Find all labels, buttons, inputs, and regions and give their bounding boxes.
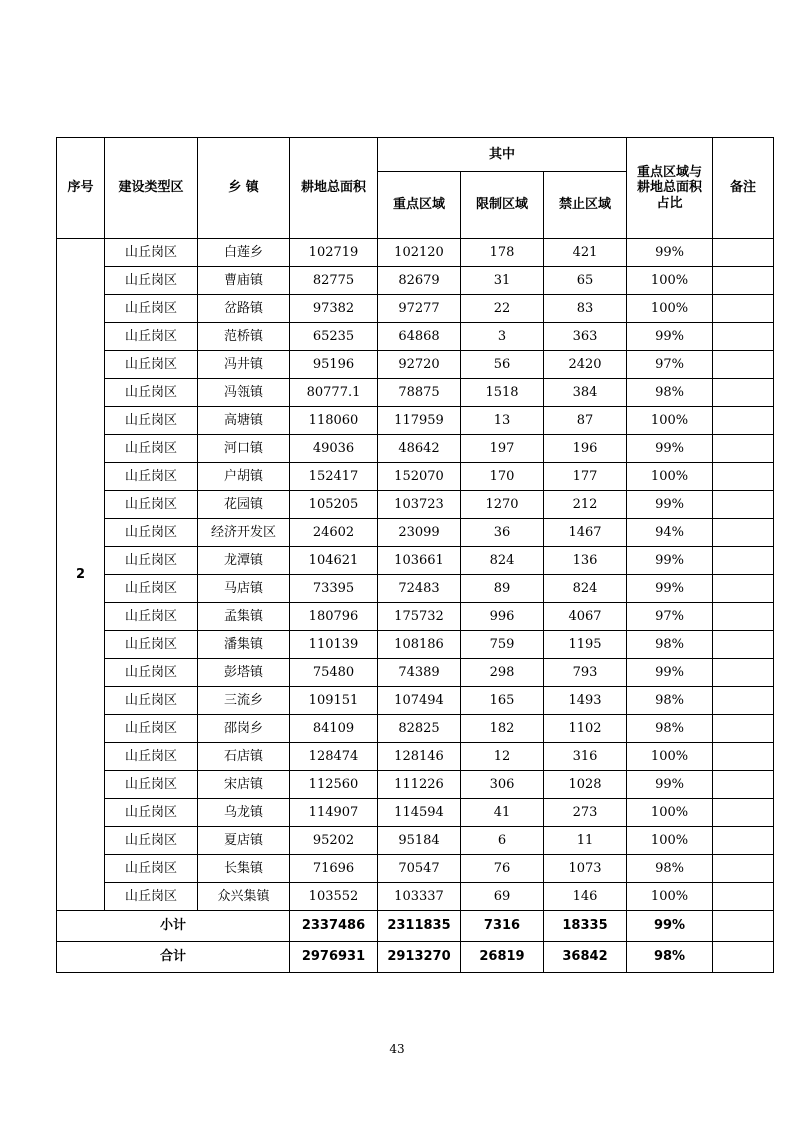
header-remark: 备注	[713, 138, 774, 239]
cell-town: 经济开发区	[198, 519, 290, 547]
table-row	[57, 295, 774, 323]
cell-total: 73395	[290, 575, 378, 603]
cell-type: 山丘岗区	[105, 547, 198, 575]
cell-total: 114907	[290, 799, 378, 827]
cell-key: 82825	[378, 715, 461, 743]
table-row	[57, 631, 774, 659]
table-row	[57, 659, 774, 687]
cell-limit: 306	[461, 771, 544, 799]
cell-total: 103552	[290, 883, 378, 911]
table-row	[57, 743, 774, 771]
cell-type: 山丘岗区	[105, 295, 198, 323]
cell-total: 97382	[290, 295, 378, 323]
cell-limit: 22	[461, 295, 544, 323]
cell-key: 64868	[378, 323, 461, 351]
table-row	[57, 827, 774, 855]
cell-key: 108186	[378, 631, 461, 659]
subtotal-ratio: 99%	[627, 911, 713, 942]
cell-ban: 146	[544, 883, 627, 911]
grand-total-key: 2913270	[378, 942, 461, 973]
cell-key: 152070	[378, 463, 461, 491]
cell-remark	[713, 771, 774, 799]
cell-total: 128474	[290, 743, 378, 771]
cell-limit: 69	[461, 883, 544, 911]
cell-limit: 36	[461, 519, 544, 547]
cell-type: 山丘岗区	[105, 239, 198, 267]
cell-ratio: 99%	[627, 435, 713, 463]
cell-ratio: 99%	[627, 491, 713, 519]
cell-total: 95196	[290, 351, 378, 379]
subtotal-remark	[713, 911, 774, 942]
cell-limit: 56	[461, 351, 544, 379]
header-among: 其中	[378, 138, 627, 172]
cell-ratio: 99%	[627, 239, 713, 267]
cell-limit: 1270	[461, 491, 544, 519]
cell-type: 山丘岗区	[105, 743, 198, 771]
cell-remark	[713, 323, 774, 351]
cell-key: 82679	[378, 267, 461, 295]
subtotal-limit: 7316	[461, 911, 544, 942]
table-row	[57, 351, 774, 379]
cell-town: 范桥镇	[198, 323, 290, 351]
cell-limit: 197	[461, 435, 544, 463]
table-row	[57, 715, 774, 743]
cell-ban: 1028	[544, 771, 627, 799]
cell-total: 152417	[290, 463, 378, 491]
cell-town: 冯井镇	[198, 351, 290, 379]
cell-town: 马店镇	[198, 575, 290, 603]
cell-ratio: 98%	[627, 379, 713, 407]
cell-key: 114594	[378, 799, 461, 827]
cell-total: 118060	[290, 407, 378, 435]
cell-limit: 31	[461, 267, 544, 295]
cell-type: 山丘岗区	[105, 715, 198, 743]
cell-type: 山丘岗区	[105, 491, 198, 519]
header-row-1	[57, 138, 774, 172]
cell-ratio: 100%	[627, 799, 713, 827]
cell-type: 山丘岗区	[105, 267, 198, 295]
cell-remark	[713, 547, 774, 575]
cell-ban: 1073	[544, 855, 627, 883]
cell-ban: 316	[544, 743, 627, 771]
cell-ratio: 100%	[627, 827, 713, 855]
cell-total: 102719	[290, 239, 378, 267]
cell-ban: 1195	[544, 631, 627, 659]
cell-ratio: 98%	[627, 855, 713, 883]
cell-ban: 824	[544, 575, 627, 603]
cell-type: 山丘岗区	[105, 603, 198, 631]
cell-ban: 363	[544, 323, 627, 351]
cell-town: 石店镇	[198, 743, 290, 771]
cell-key: 175732	[378, 603, 461, 631]
cell-remark	[713, 407, 774, 435]
table-body	[57, 239, 774, 911]
cell-key: 74389	[378, 659, 461, 687]
cell-key: 97277	[378, 295, 461, 323]
grand-total-row	[57, 942, 774, 973]
cell-key: 117959	[378, 407, 461, 435]
cell-limit: 170	[461, 463, 544, 491]
cell-limit: 165	[461, 687, 544, 715]
table-row	[57, 463, 774, 491]
cell-limit: 178	[461, 239, 544, 267]
cell-key: 103661	[378, 547, 461, 575]
table-row	[57, 603, 774, 631]
cell-limit: 3	[461, 323, 544, 351]
grand-total-ban: 36842	[544, 942, 627, 973]
header-type: 建设类型区	[105, 138, 198, 239]
header-ban: 禁止区域	[544, 172, 627, 239]
header-ratio: 重点区域与耕地总面积占比	[627, 138, 713, 239]
cell-total: 110139	[290, 631, 378, 659]
cell-type: 山丘岗区	[105, 463, 198, 491]
cell-key: 48642	[378, 435, 461, 463]
cell-ban: 1467	[544, 519, 627, 547]
header-key: 重点区域	[378, 172, 461, 239]
cell-remark	[713, 855, 774, 883]
cell-remark	[713, 631, 774, 659]
cell-limit: 76	[461, 855, 544, 883]
cell-key: 111226	[378, 771, 461, 799]
cell-ban: 1102	[544, 715, 627, 743]
cell-town: 白莲乡	[198, 239, 290, 267]
cell-key: 103723	[378, 491, 461, 519]
cell-town: 宋店镇	[198, 771, 290, 799]
cell-town: 岔路镇	[198, 295, 290, 323]
cell-total: 49036	[290, 435, 378, 463]
cell-total: 82775	[290, 267, 378, 295]
header-town: 乡 镇	[198, 138, 290, 239]
cell-ban: 136	[544, 547, 627, 575]
table-row	[57, 491, 774, 519]
cell-remark	[713, 883, 774, 911]
header-total: 耕地总面积	[290, 138, 378, 239]
cell-ban: 2420	[544, 351, 627, 379]
cell-limit: 759	[461, 631, 544, 659]
cell-total: 71696	[290, 855, 378, 883]
cell-remark	[713, 295, 774, 323]
cell-key: 72483	[378, 575, 461, 603]
cell-ratio: 99%	[627, 771, 713, 799]
cell-ban: 87	[544, 407, 627, 435]
cell-total: 112560	[290, 771, 378, 799]
cell-total: 105205	[290, 491, 378, 519]
cell-total: 84109	[290, 715, 378, 743]
cell-town: 高塘镇	[198, 407, 290, 435]
cell-total: 104621	[290, 547, 378, 575]
cell-total: 24602	[290, 519, 378, 547]
table-row	[57, 771, 774, 799]
cell-remark	[713, 743, 774, 771]
cell-limit: 996	[461, 603, 544, 631]
cell-limit: 6	[461, 827, 544, 855]
cell-key: 103337	[378, 883, 461, 911]
cell-limit: 1518	[461, 379, 544, 407]
cell-ratio: 98%	[627, 631, 713, 659]
cell-ban: 273	[544, 799, 627, 827]
cell-limit: 298	[461, 659, 544, 687]
cell-town: 冯瓴镇	[198, 379, 290, 407]
cell-town: 邵岗乡	[198, 715, 290, 743]
cell-limit: 12	[461, 743, 544, 771]
cell-town: 众兴集镇	[198, 883, 290, 911]
cell-remark	[713, 435, 774, 463]
cell-ratio: 100%	[627, 407, 713, 435]
cell-type: 山丘岗区	[105, 379, 198, 407]
cell-ban: 83	[544, 295, 627, 323]
grand-total-total: 2976931	[290, 942, 378, 973]
header-seq: 序号	[57, 138, 105, 239]
header-limit: 限制区域	[461, 172, 544, 239]
cell-town: 潘集镇	[198, 631, 290, 659]
cell-ban: 65	[544, 267, 627, 295]
cell-ratio: 97%	[627, 603, 713, 631]
cell-type: 山丘岗区	[105, 631, 198, 659]
cell-total: 95202	[290, 827, 378, 855]
cell-town: 河口镇	[198, 435, 290, 463]
cell-type: 山丘岗区	[105, 519, 198, 547]
cell-ban: 177	[544, 463, 627, 491]
table-row	[57, 239, 774, 267]
cell-key: 107494	[378, 687, 461, 715]
cell-town: 龙潭镇	[198, 547, 290, 575]
grand-total-ratio: 98%	[627, 942, 713, 973]
cell-total: 109151	[290, 687, 378, 715]
cell-type: 山丘岗区	[105, 659, 198, 687]
cell-ratio: 99%	[627, 659, 713, 687]
farmland-area-table	[56, 137, 774, 973]
cell-town: 夏店镇	[198, 827, 290, 855]
cell-total: 80777.1	[290, 379, 378, 407]
subtotal-total: 2337486	[290, 911, 378, 942]
table-row	[57, 267, 774, 295]
grand-total-remark	[713, 942, 774, 973]
cell-type: 山丘岗区	[105, 855, 198, 883]
cell-remark	[713, 715, 774, 743]
cell-remark	[713, 827, 774, 855]
cell-type: 山丘岗区	[105, 435, 198, 463]
table-row	[57, 323, 774, 351]
cell-remark	[713, 463, 774, 491]
table-row	[57, 379, 774, 407]
page-number: 43	[389, 1042, 405, 1056]
cell-town: 长集镇	[198, 855, 290, 883]
cell-ratio: 99%	[627, 575, 713, 603]
cell-ratio: 100%	[627, 295, 713, 323]
cell-total: 75480	[290, 659, 378, 687]
cell-ban: 793	[544, 659, 627, 687]
cell-limit: 824	[461, 547, 544, 575]
cell-remark	[713, 687, 774, 715]
cell-ratio: 100%	[627, 463, 713, 491]
cell-ban: 384	[544, 379, 627, 407]
cell-limit: 13	[461, 407, 544, 435]
cell-type: 山丘岗区	[105, 883, 198, 911]
cell-ratio: 98%	[627, 687, 713, 715]
cell-remark	[713, 519, 774, 547]
subtotal-ban: 18335	[544, 911, 627, 942]
cell-remark	[713, 379, 774, 407]
table-row	[57, 883, 774, 911]
table-row	[57, 547, 774, 575]
table-row	[57, 435, 774, 463]
table-row	[57, 519, 774, 547]
cell-ratio: 99%	[627, 323, 713, 351]
cell-town: 花园镇	[198, 491, 290, 519]
table-row	[57, 799, 774, 827]
cell-remark	[713, 351, 774, 379]
cell-key: 128146	[378, 743, 461, 771]
cell-limit: 41	[461, 799, 544, 827]
cell-type: 山丘岗区	[105, 827, 198, 855]
cell-type: 山丘岗区	[105, 407, 198, 435]
cell-key: 78875	[378, 379, 461, 407]
cell-type: 山丘岗区	[105, 351, 198, 379]
cell-ban: 4067	[544, 603, 627, 631]
cell-type: 山丘岗区	[105, 323, 198, 351]
cell-town: 三流乡	[198, 687, 290, 715]
cell-ban: 1493	[544, 687, 627, 715]
cell-limit: 89	[461, 575, 544, 603]
table-row	[57, 855, 774, 883]
table-row	[57, 687, 774, 715]
cell-remark	[713, 267, 774, 295]
cell-type: 山丘岗区	[105, 771, 198, 799]
cell-key: 70547	[378, 855, 461, 883]
cell-key: 23099	[378, 519, 461, 547]
cell-remark	[713, 799, 774, 827]
cell-town: 彭塔镇	[198, 659, 290, 687]
group-seq-cell: 2	[57, 239, 105, 911]
cell-ratio: 100%	[627, 883, 713, 911]
cell-ban: 11	[544, 827, 627, 855]
cell-total: 65235	[290, 323, 378, 351]
cell-ratio: 98%	[627, 715, 713, 743]
cell-ratio: 100%	[627, 267, 713, 295]
cell-ratio: 100%	[627, 743, 713, 771]
table-row	[57, 407, 774, 435]
cell-remark	[713, 575, 774, 603]
cell-ban: 212	[544, 491, 627, 519]
cell-remark	[713, 239, 774, 267]
cell-ratio: 97%	[627, 351, 713, 379]
cell-key: 95184	[378, 827, 461, 855]
cell-type: 山丘岗区	[105, 575, 198, 603]
cell-key: 102120	[378, 239, 461, 267]
subtotal-key: 2311835	[378, 911, 461, 942]
cell-ban: 421	[544, 239, 627, 267]
cell-ratio: 94%	[627, 519, 713, 547]
grand-total-limit: 26819	[461, 942, 544, 973]
subtotal-label: 小计	[57, 911, 290, 942]
cell-ban: 196	[544, 435, 627, 463]
cell-town: 孟集镇	[198, 603, 290, 631]
table-row	[57, 575, 774, 603]
cell-ratio: 99%	[627, 547, 713, 575]
grand-total-label: 合计	[57, 942, 290, 973]
cell-town: 乌龙镇	[198, 799, 290, 827]
cell-remark	[713, 659, 774, 687]
subtotal-row	[57, 911, 774, 942]
cell-town: 曹庙镇	[198, 267, 290, 295]
cell-town: 户胡镇	[198, 463, 290, 491]
cell-type: 山丘岗区	[105, 687, 198, 715]
cell-type: 山丘岗区	[105, 799, 198, 827]
cell-limit: 182	[461, 715, 544, 743]
cell-remark	[713, 603, 774, 631]
cell-total: 180796	[290, 603, 378, 631]
cell-key: 92720	[378, 351, 461, 379]
cell-remark	[713, 491, 774, 519]
